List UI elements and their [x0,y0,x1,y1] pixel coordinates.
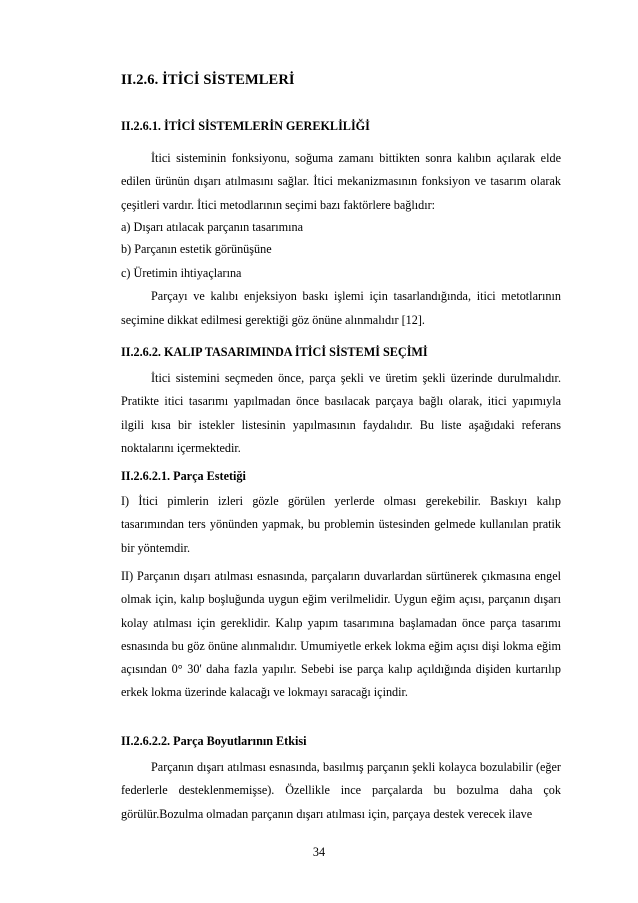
paragraph-item-2: II) Parçanın dışarı atılması esnasında, parçaların duvarlardan sürtünerek çıkmasına engel olmak için, kalıp boşluğunda uygun eğim verilmelidir. Uygun eğim açısı, parçanın dışarı kolay atılması için gereklidir. Kalıp yapım tasarımına başlamadan önce parça tasarımı esnasında bu göz önüne alınmalıdır. Umumiyetle erkek lokma eğim açısı dişi lokma eğim açısından 0° 30' daha fazla yapılır. Sebebi ise parça kalıp açıldığında dişiden kurtarılıp erkek lokma üzerinde kalacağı ve lokmayı saracağı içindir. [121,569,561,700]
list-and-paragraph [121,262,561,332]
list-item-b: b) Parçanın estetik görünüşüne [121,242,272,256]
list-item-a: a) Dışarı atılacak parçanın tasarımına [121,220,304,234]
paragraph-selection: İtici sistemini seçmeden önce, parça şekli ve üretim şekli üzerinde durulmalıdır. Pratikte itici tasarımı yapılmadan önce basılacak parçaya bağlı olarak, itici yapımıyla ilgili kısa bir istekler listesinin yapılmasının faydalıdır. Bu liste aşağıdaki referans noktalarını içermektedir. [121,371,561,455]
subsection-heading-necessity: II.2.6.1. İTİCİ SİSTEMLERİN GEREKLİLİĞİ [121,119,370,133]
subsubsection-heading-aesthetics: II.2.6.2.1. Parça Estetiği [121,469,246,483]
section-heading: II.2.6. İTİCİ SİSTEMLERİ [121,72,295,88]
paragraph-dimensions: Parçanın dışarı atılması esnasında, basılmış parçanın şekli kolayca bozulabilir (eğer federlerle desteklenmemişse). Özellikle ince parçalarda bu bozulma daha çok görülür.Bozulma olmadan parçanın dışarı atılması için, parçaya destek verecek ilave [121,760,561,821]
paragraph-item-1: I) İtici pimlerin izleri gözle görülen yerlerde olması gerekebilir. Baskıyı kalıp tasarımından ters yönünden yapmak, bu problemin üstesinden gelmede kullanılan pratik bir yöntemdir. [121,494,561,555]
list-item-c: c) Üretimin ihtiyaçlarına [121,266,242,280]
paragraph-function: İtici sisteminin fonksiyonu, soğuma zamanı bittikten sonra kalıbın açılarak elde edilen ürünün dışarı atılmasını sağlar. İtici mekanizmasının fonksiyon ve tasarım olarak çeşitleri vardır. İtici metodlarının seçimi bazı faktörlere bağlıdır: [121,151,561,212]
page-number: 34 [312,845,326,859]
subsection-heading-selection: II.2.6.2. KALIP TASARIMINDA İTİCİ SİSTEMİ SEÇİMİ [121,345,428,359]
paragraph-method-selection: Parçayı ve kalıbı enjeksiyon baskı işlemi için tasarlandığında, itici metotlarının seçimine dikkat edilmesi gerektiği göz önüne alınmalıdır [12]. [121,289,561,327]
subsubsection-heading-dimensions: II.2.6.2.2. Parça Boyutlarının Etkisi [121,734,307,748]
